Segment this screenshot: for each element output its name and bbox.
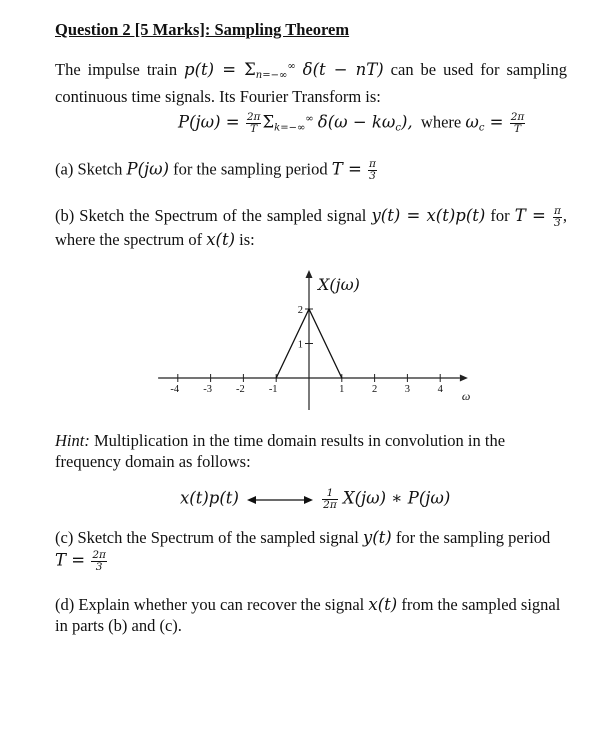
ft-sum-lower: k=−∞ [274, 122, 306, 134]
part-c-line-2 [55, 550, 550, 573]
intro-text-b: can be used for sampling [383, 60, 568, 79]
part-b-eq: y(t) = x(t)p(t) [371, 206, 486, 225]
x-tick-label: 2 [371, 384, 378, 395]
part-d [55, 594, 567, 636]
double-arrow-icon [247, 494, 313, 506]
part-a-num: π [369, 158, 376, 170]
part-a-text: (a) Sketch [55, 159, 127, 179]
ft-rhs-sub: c [395, 122, 401, 134]
part-d-text: (d) Explain whether you can recover the signal [55, 595, 369, 614]
data-point [276, 377, 277, 378]
y-tick-label: 2 [297, 305, 303, 316]
conv-fraction [322, 488, 338, 511]
hint-text: Multiplication in the time domain results in convolution in the frequency domain as follows: [55, 431, 506, 471]
part-a-T: T = [331, 159, 368, 179]
conv-den: 2π [323, 499, 337, 511]
conv-rhs: X(jω) ∗ P(jω) [342, 488, 451, 508]
impulse-sum-lower: n=−∞ [255, 70, 288, 81]
ft-lhs: P(jω) = [178, 112, 245, 132]
part-d-line-1 [55, 594, 567, 615]
x-tick-label: 1 [339, 384, 345, 395]
x-tick-label: -4 [170, 384, 180, 395]
y-axis-arrow [306, 270, 313, 278]
chart-title: X(jω) [318, 274, 360, 294]
data-point [341, 377, 342, 378]
x-tick-label: 4 [437, 384, 443, 395]
x-axis-label: ω [461, 389, 471, 403]
part-b-den: 3 [553, 216, 561, 229]
wc-symbol: ω [465, 112, 479, 132]
x-tick-label: -3 [203, 384, 212, 395]
wc-sub: c [478, 122, 485, 134]
impulse-rhs: δ(t − nT) [302, 60, 384, 79]
impulse-sum-symbol: Σ [244, 60, 256, 79]
data-point [308, 308, 309, 309]
part-a-text2: for the sampling period [169, 159, 332, 179]
part-b-comma: , [562, 206, 567, 225]
question-title: Question 2 [5 Marks]: Sampling Theorem [55, 20, 350, 39]
part-d-text2: from the sampled signal [397, 595, 561, 614]
part-c-line-1 [55, 528, 550, 548]
part-b-num: π [553, 204, 561, 217]
part-c [55, 528, 550, 573]
part-c-y: y(t) [362, 528, 392, 547]
ft-where: where [420, 112, 466, 132]
part-b-T: T = [514, 206, 552, 225]
ft-rhs: δ(ω − kω [317, 112, 396, 132]
impulse-lhs: p(t) = [184, 60, 245, 79]
ft-sum-upper: ∞ [305, 113, 314, 125]
x-axis-arrow [460, 375, 468, 382]
intro-text-a: The impulse train [55, 60, 185, 79]
hint-label: Hint: [55, 431, 90, 450]
conv-lhs: x(t)p(t) [180, 488, 239, 508]
part-c-num: 2π [92, 549, 106, 561]
ft-coef-num: 2π [246, 111, 261, 123]
part-c-text2: for the sampling period [391, 528, 551, 547]
part-c-text: (c) Sketch the Spectrum of the sampled signal [55, 528, 363, 547]
wc-eq: = [484, 112, 509, 132]
wc-num: 2π [510, 111, 525, 123]
x-tick-label: 3 [404, 384, 411, 395]
ft-rhs-end: ), [400, 112, 413, 132]
intro-line-2: continuous time signals. Its Fourier Transform is: [55, 87, 381, 106]
part-c-fraction [91, 550, 107, 573]
x-tick-label: -2 [236, 384, 245, 395]
part-a-p: P(jω) [126, 159, 170, 179]
ft-coef-den: T [250, 123, 258, 135]
wc-den: T [514, 123, 522, 135]
part-b-x: x(t) [206, 229, 236, 249]
x-tick-label: -1 [268, 384, 278, 395]
part-d-x: x(t) [368, 595, 398, 614]
part-c-T: T = [55, 550, 91, 570]
part-a-den: 3 [369, 170, 376, 182]
impulse-sum-upper: ∞ [287, 61, 296, 72]
y-tick-label: 1 [297, 339, 303, 351]
part-b-line2a: where the spectrum of [55, 229, 207, 249]
part-d-line-2: in parts (b) and (c). [55, 616, 182, 635]
part-b-text: (b) Sketch the Spectrum of the sampled signal [55, 206, 372, 225]
part-b-for: for [485, 206, 515, 225]
conv-relation [180, 488, 450, 511]
conv-num: 1 [322, 488, 338, 500]
part-b-line2b: is: [235, 229, 255, 249]
part-c-den: 3 [95, 561, 103, 573]
hint [55, 430, 567, 472]
ft-sum-symbol: Σ [262, 112, 275, 132]
